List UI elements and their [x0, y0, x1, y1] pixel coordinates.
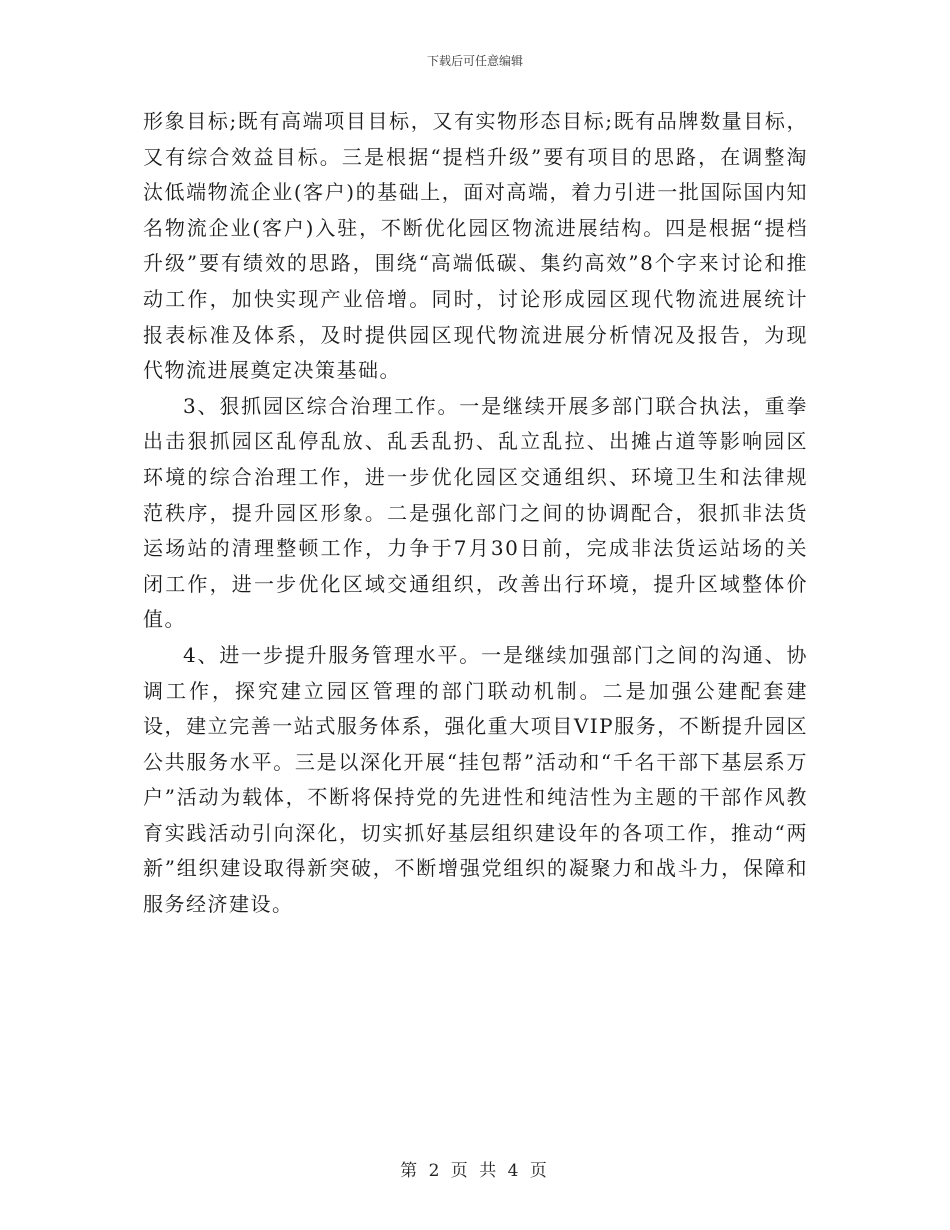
document-body [143, 104, 808, 923]
page-header-note: 下载后可任意编辑 [426, 54, 523, 68]
paragraph-section-4: 4、进一步提升服务管理水平。一是继续加强部门之间的沟通、协调工作，探究建立园区管理的部门联动机制。二是加强公建配套建设，建立完善一站式服务体系，强化重大项目VIP服务，不断提升园区公共服务水平。三是以深化开展“挂包帮”活动和“千名干部下基层系万户”活动为载体，不断将保持党的先进性和纯洁性为主题的干部作风教育实践活动引向深化，切实抓好基层组织建设年的各项工作，推动“两新”组织建设取得新突破，不断增强党组织的凝聚力和战斗力，保障和服务经济建设。 [143, 642, 808, 917]
paragraph-section-3: 3、狠抓园区综合治理工作。一是继续开展多部门联合执法，重拳出击狠抓园区乱停乱放、乱丢乱扔、乱立乱拉、出摊占道等影响园区环境的综合治理工作，进一步优化园区交通组织、环境卫生和法律规范秩序，提升园区形象。二是强化部门之间的协调配合，狠抓非法货运场站的清理整顿工作，力争于7月30日前，完成非法货运站场的关闭工作，进一步优化区域交通组织，改善出行环境，提升区域整体价值。 [143, 393, 808, 632]
paragraph-continuation: 形象目标;既有高端项目目标，又有实物形态目标;既有品牌数量目标，又有综合效益目标。三是根据“提档升级”要有项目的思路，在调整淘汰低端物流企业(客户)的基础上，面对高端，着力引进一批国际国内知名物流企业(客户)入驻，不断优化园区物流进展结构。四是根据“提档升级”要有绩效的思路，围绕“高端低碳、集约高效”8个字来讨论和推动工作，加快实现产业倍增。同时，讨论形成园区现代物流进展统计报表标准及体系，及时提供园区现代物流进展分析情况及报告，为现代物流进展奠定决策基础。 [143, 109, 808, 383]
page-number-footer: 第 2 页 共 4 页 [400, 1161, 550, 1181]
